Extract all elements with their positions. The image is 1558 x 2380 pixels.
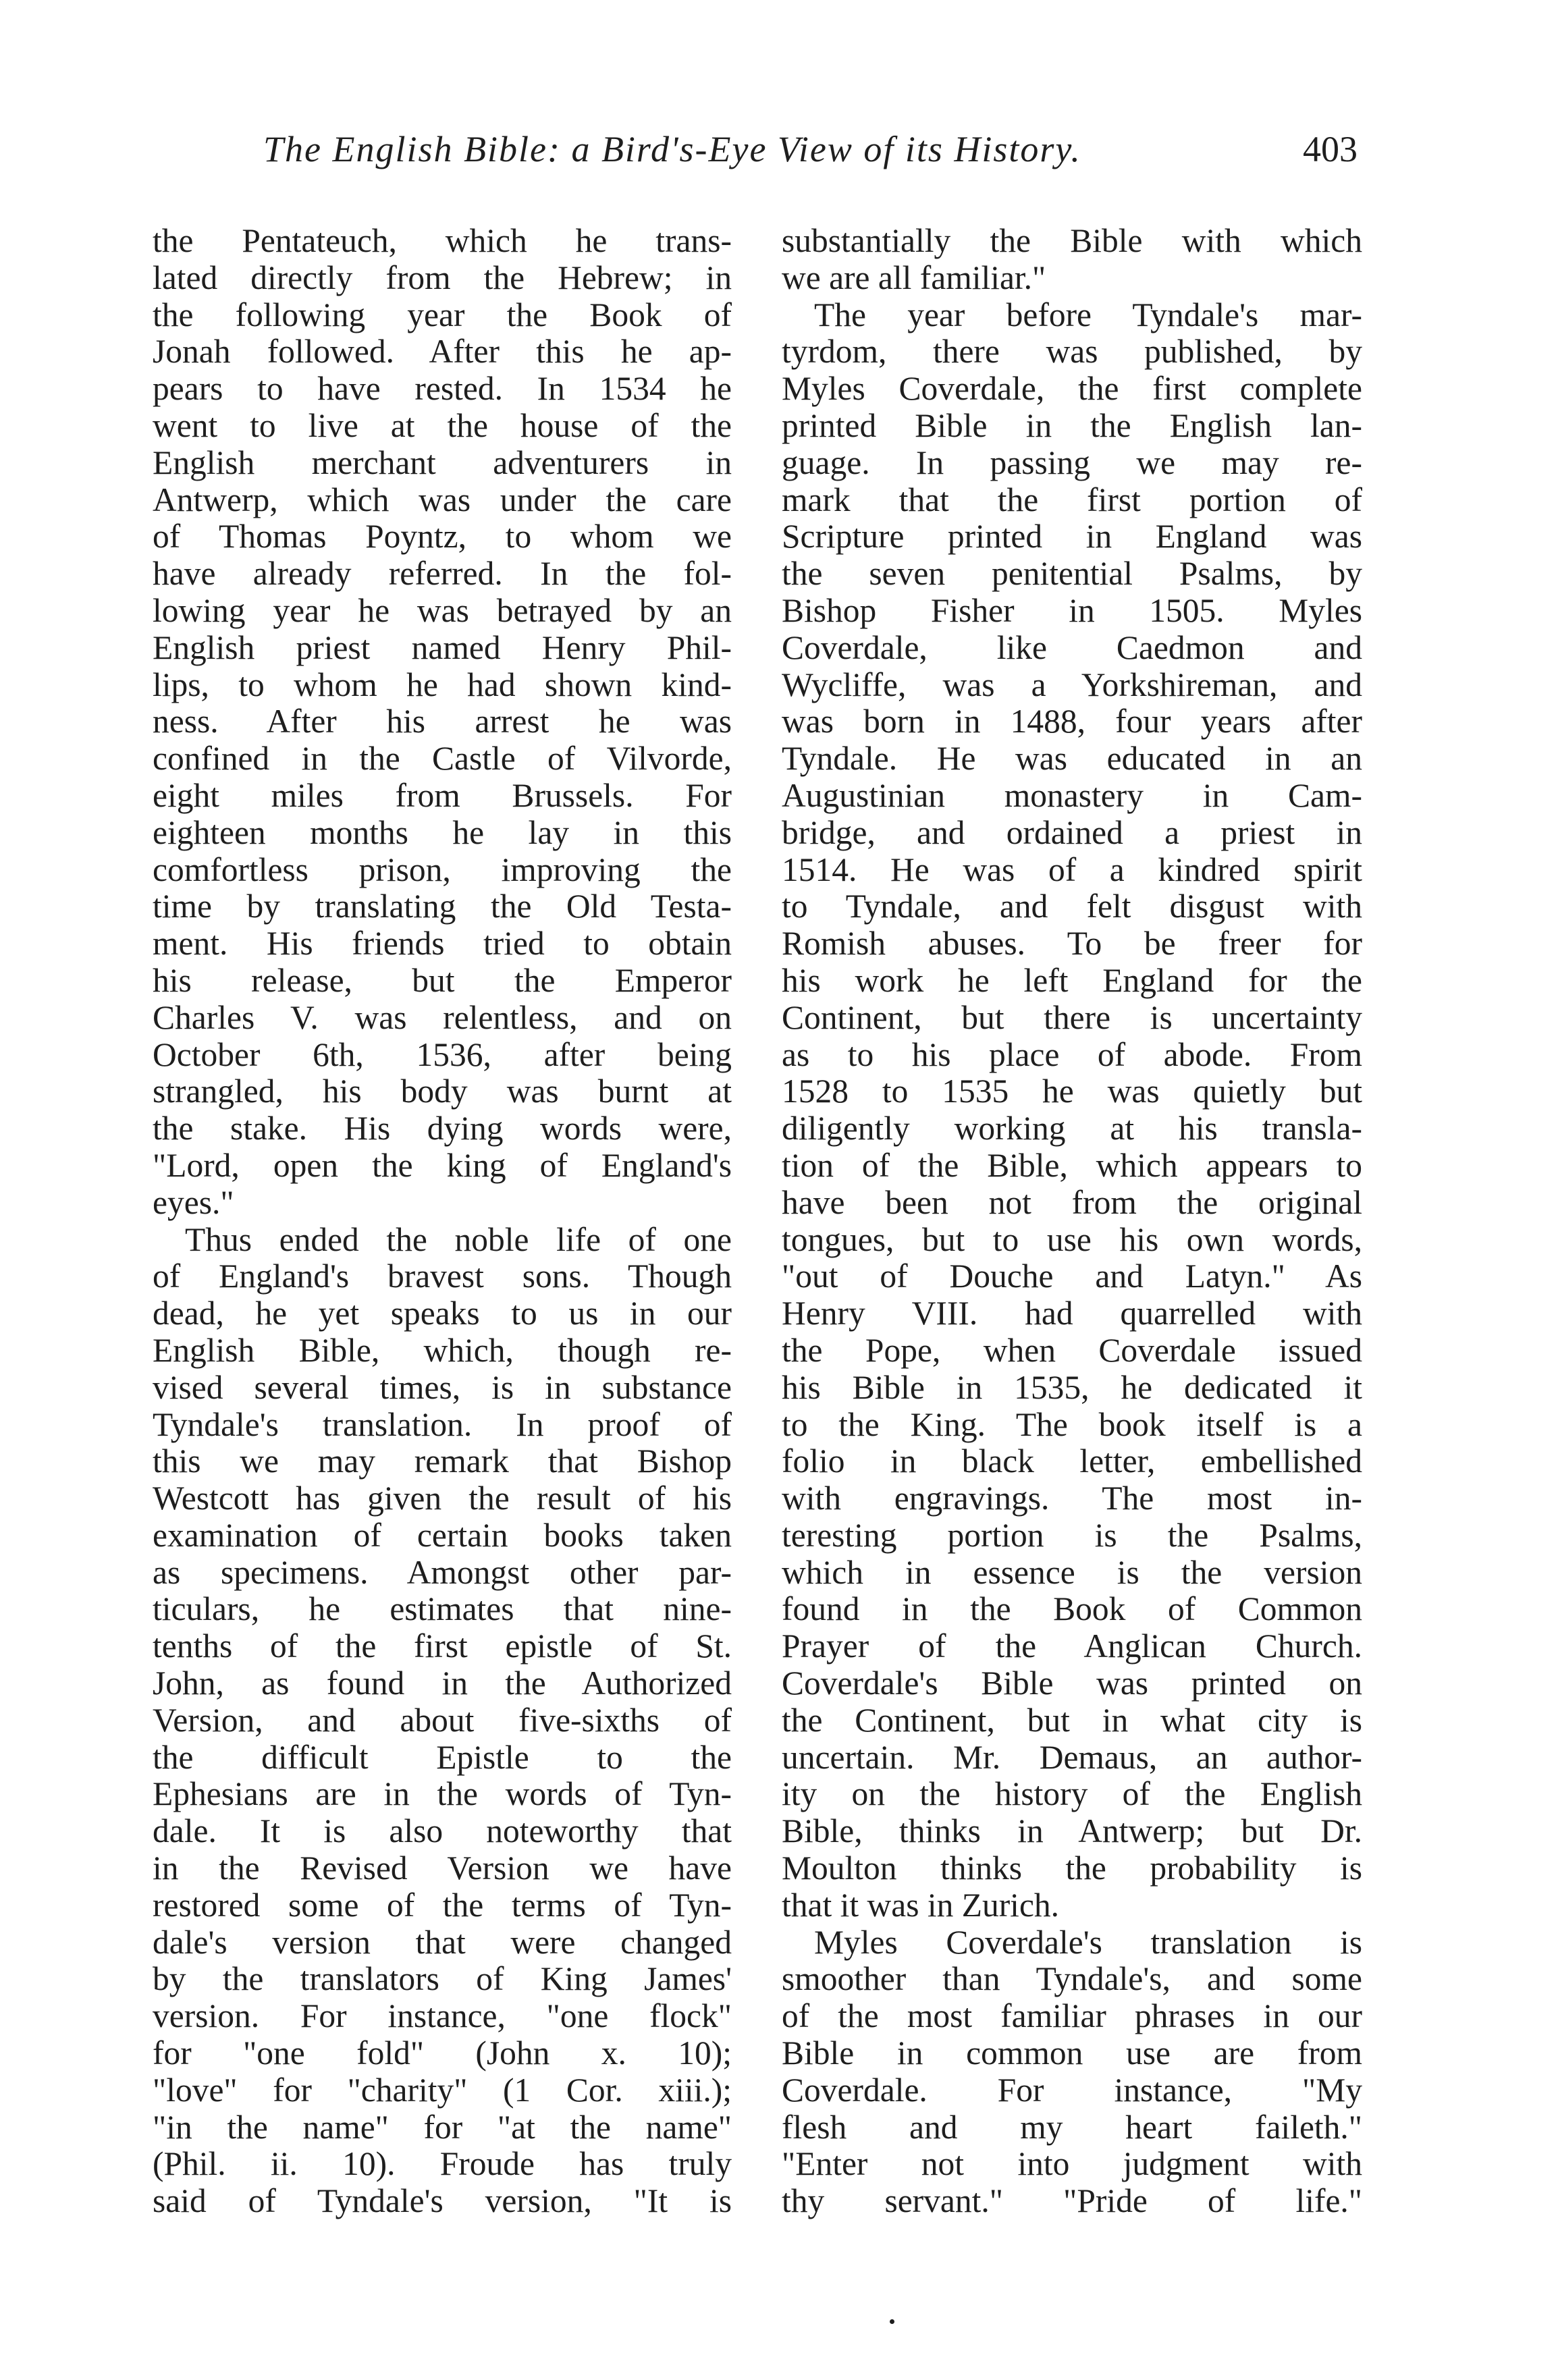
text-line: printed Bible in the English lan-	[782, 406, 1362, 444]
text-line: we are all familiar."	[782, 259, 1046, 296]
text-line: dead, he yet speaks to us in our	[153, 1295, 732, 1332]
text-line: vised several times, is in substance	[153, 1368, 732, 1406]
text-line: "Lord, open the king of England's	[153, 1146, 732, 1184]
text-line: to Tyndale, and felt disgust with	[782, 888, 1362, 925]
text-line: tyrdom, there was published, by	[782, 333, 1362, 371]
running-header	[0, 128, 1558, 189]
text-line: The year before Tyndale's mar-	[814, 296, 1362, 333]
text-line: uncertain. Mr. Demaus, an author-	[782, 1738, 1362, 1776]
text-line: in the Revised Version we have	[153, 1849, 732, 1887]
text-line: Coverdale, like Caedmon and	[782, 628, 1362, 666]
text-line: of the most familiar phrases in our	[782, 1997, 1362, 2035]
text-line: examination of certain books taken	[153, 1516, 732, 1554]
text-line: have been not from the original	[782, 1183, 1362, 1221]
text-line: flesh and my heart faileth."	[782, 2108, 1362, 2146]
text-line: the seven penitential Psalms, by	[782, 555, 1362, 593]
text-line: Thus ended the noble life of one	[185, 1220, 732, 1258]
text-line: found in the Book of Common	[782, 1590, 1362, 1628]
text-line: "out of Douche and Latyn." As	[782, 1257, 1362, 1295]
text-line: comfortless prison, improving the	[153, 850, 732, 888]
text-line: lips, to whom he had shown kind-	[153, 666, 732, 703]
text-line: Continent, but there is uncertainty	[782, 998, 1362, 1036]
text-line: as to his place of abode. From	[782, 1035, 1362, 1073]
text-line: 1514. He was of a kindred spirit	[782, 850, 1362, 888]
text-line: Scripture printed in England was	[782, 518, 1362, 556]
text-line: restored some of the terms of Tyn-	[153, 1886, 732, 1924]
text-line: ness. After his arrest he was	[153, 703, 732, 740]
text-line: 1528 to 1535 he was quietly but	[782, 1073, 1362, 1110]
text-line: Augustinian monastery in Cam-	[782, 776, 1362, 814]
text-line: his work he left England for the	[782, 961, 1362, 999]
text-line: the difficult Epistle to the	[153, 1738, 732, 1776]
text-line: Prayer of the Anglican Church.	[782, 1627, 1362, 1665]
text-line: tongues, but to use his own words,	[782, 1220, 1362, 1258]
text-line: Coverdale's Bible was printed on	[782, 1665, 1362, 1702]
text-line: thy servant." "Pride of life."	[782, 2182, 1362, 2220]
text-line: with engravings. The most in-	[782, 1480, 1362, 1517]
text-line: of England's bravest sons. Though	[153, 1257, 732, 1295]
text-line: folio in black letter, embellished	[782, 1442, 1362, 1480]
text-line: Myles Coverdale's translation is	[814, 1923, 1362, 1961]
text-line: lowing year he was betrayed by an	[153, 591, 732, 629]
text-line: Henry VIII. had quarrelled with	[782, 1295, 1362, 1332]
text-line: his release, but the Emperor	[153, 961, 732, 999]
text-line: dale. It is also noteworthy that	[153, 1812, 732, 1850]
text-line: Bishop Fisher in 1505. Myles	[782, 591, 1362, 629]
text-line: Myles Coverdale, the first complete	[782, 370, 1362, 408]
text-line: diligently working at his transla-	[782, 1110, 1362, 1147]
text-line: mark that the first portion of	[782, 481, 1362, 518]
text-line: tion of the Bible, which appears to	[782, 1146, 1362, 1184]
text-line: went to live at the house of the	[153, 406, 732, 444]
text-line: eyes."	[153, 1183, 234, 1221]
text-line: which in essence is the version	[782, 1553, 1362, 1591]
text-line: version. For instance, "one flock"	[153, 1997, 732, 2035]
text-line: Jonah followed. After this he ap-	[153, 333, 732, 371]
text-line: teresting portion is the Psalms,	[782, 1516, 1362, 1554]
text-line: ticulars, he estimates that nine-	[153, 1590, 732, 1628]
text-line: Moulton thinks the probability is	[782, 1849, 1362, 1887]
text-line: Tyndale's translation. In proof of	[153, 1405, 732, 1443]
page-number: 403	[1303, 129, 1358, 169]
text-line: ity on the history of the English	[782, 1775, 1362, 1813]
ink-speck	[890, 2319, 894, 2324]
text-line: Wycliffe, was a Yorkshireman, and	[782, 666, 1362, 703]
text-line: have already referred. In the fol-	[153, 555, 732, 593]
text-line: "in the name" for "at the name"	[153, 2108, 732, 2146]
text-line: Antwerp, which was under the care	[153, 481, 732, 518]
text-line: tenths of the first epistle of St.	[153, 1627, 732, 1665]
text-line: the Pope, when Coverdale issued	[782, 1331, 1362, 1369]
text-line: dale's version that were changed	[153, 1923, 732, 1961]
text-line: Tyndale. He was educated in an	[782, 740, 1362, 778]
text-line: Romish abuses. To be freer for	[782, 925, 1362, 963]
text-line: the Continent, but in what city is	[782, 1701, 1362, 1739]
text-line: English Bible, which, though re-	[153, 1331, 732, 1369]
text-line: Version, and about five-sixths of	[153, 1701, 732, 1739]
text-line: said of Tyndale's version, "It is	[153, 2182, 732, 2220]
text-line: Westcott has given the result of his	[153, 1480, 732, 1517]
text-line: confined in the Castle of Vilvorde,	[153, 740, 732, 778]
text-line: substantially the Bible with which	[782, 222, 1362, 259]
text-line: strangled, his body was burnt at	[153, 1073, 732, 1110]
text-line: this we may remark that Bishop	[153, 1442, 732, 1480]
text-line: was born in 1488, four years after	[782, 703, 1362, 740]
text-line: his Bible in 1535, he dedicated it	[782, 1368, 1362, 1406]
text-line: of Thomas Poyntz, to whom we	[153, 518, 732, 556]
text-line: for "one fold" (John x. 10);	[153, 2034, 732, 2072]
text-line: bridge, and ordained a priest in	[782, 813, 1362, 851]
text-line: to the King. The book itself is a	[782, 1405, 1362, 1443]
text-line: John, as found in the Authorized	[153, 1665, 732, 1702]
text-line: the following year the Book of	[153, 296, 732, 333]
text-line: "love" for "charity" (1 Cor. xiii.);	[153, 2071, 732, 2109]
text-line: Ephesians are in the words of Tyn-	[153, 1775, 732, 1813]
text-line: that it was in Zurich.	[782, 1886, 1060, 1924]
text-line: "Enter not into judgment with	[782, 2145, 1362, 2183]
text-line: time by translating the Old Testa-	[153, 888, 732, 925]
text-line: (Phil. ii. 10). Froude has truly	[153, 2145, 732, 2183]
text-line: English priest named Henry Phil-	[153, 628, 732, 666]
text-line: by the translators of King James'	[153, 1960, 732, 1998]
right-column	[782, 223, 1362, 2220]
text-line: eight miles from Brussels. For	[153, 776, 732, 814]
text-line: English merchant adventurers in	[153, 443, 732, 481]
text-line: Bible in common use are from	[782, 2034, 1362, 2072]
running-title: The English Bible: a Bird's-Eye View of its History.	[263, 129, 1081, 169]
text-line: guage. In passing we may re-	[782, 443, 1362, 481]
text-line: Charles V. was relentless, and on	[153, 998, 732, 1036]
left-column	[153, 223, 732, 2220]
text-line: as specimens. Amongst other par-	[153, 1553, 732, 1591]
text-line: eighteen months he lay in this	[153, 813, 732, 851]
text-line: Coverdale. For instance, "My	[782, 2071, 1362, 2109]
text-line: ment. His friends tried to obtain	[153, 925, 732, 963]
text-line: October 6th, 1536, after being	[153, 1035, 732, 1073]
text-line: pears to have rested. In 1534 he	[153, 370, 732, 408]
text-line: Bible, thinks in Antwerp; but Dr.	[782, 1812, 1362, 1850]
text-line: lated directly from the Hebrew; in	[153, 259, 732, 296]
text-line: the Pentateuch, which he trans-	[153, 222, 732, 259]
text-line: smoother than Tyndale's, and some	[782, 1960, 1362, 1998]
text-line: the stake. His dying words were,	[153, 1110, 732, 1147]
